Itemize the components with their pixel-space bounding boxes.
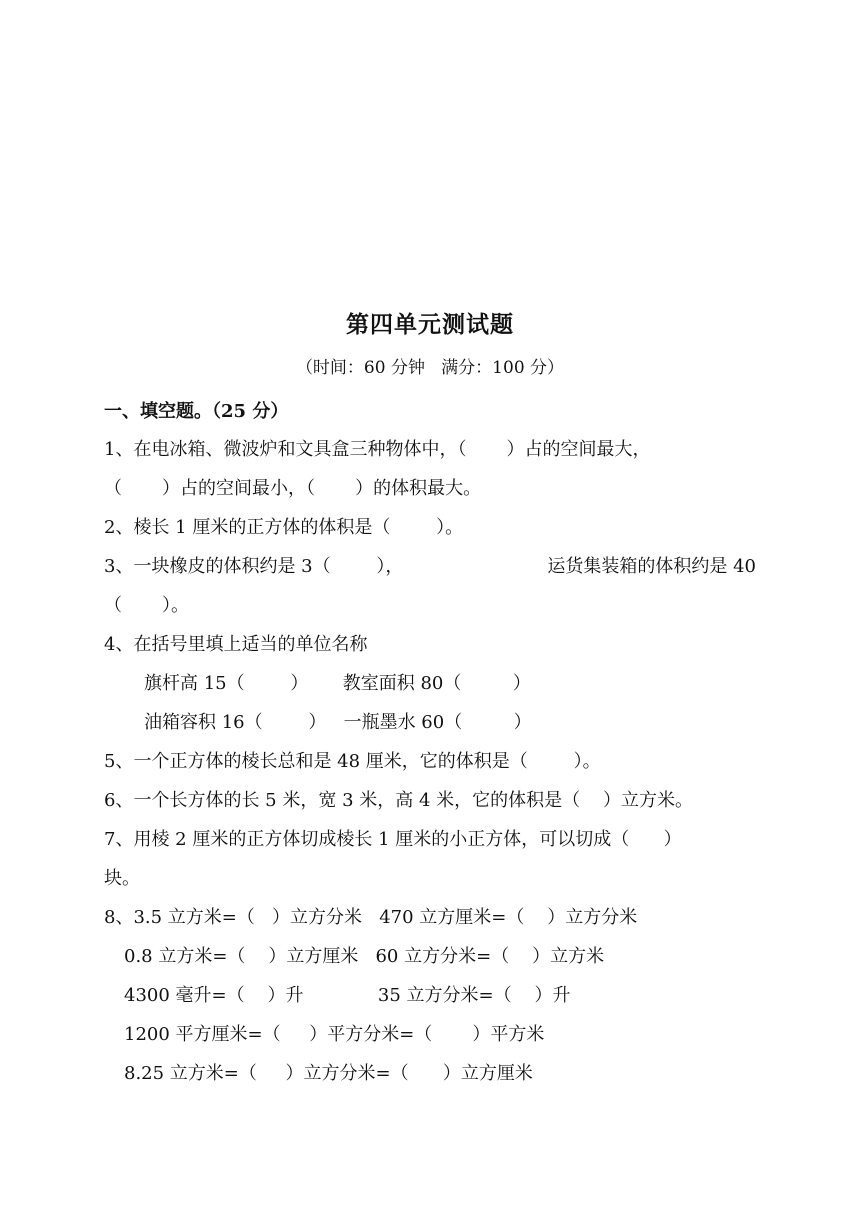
question-7-line-1: 7、用棱 2 厘米的正方体切成棱长 1 厘米的小正方体，可以切成（ ） [104, 829, 682, 850]
question-4-row-2: 油箱容积 16（ ） 一瓶墨水 60（ ） [144, 712, 532, 733]
question-8-row-3: 4300 毫升=（ ）升 35 立方分米=（ ）升 [124, 985, 571, 1006]
question-8-row-1: 8、3.5 立方米=（ ）立方分米 470 立方厘米=（ ）立方分米 [104, 907, 638, 928]
question-8-row-5: 8.25 立方米=（ ）立方分米=（ ）立方厘米 [124, 1063, 533, 1084]
question-3-right: 运货集装箱的体积约是 40 [547, 556, 756, 577]
question-5: 5、一个正方体的棱长总和是 48 厘米，它的体积是（ ）。 [104, 751, 601, 772]
page-subtitle: （时间：60 分钟 满分：100 分） [295, 358, 565, 378]
question-2: 2、棱长 1 厘米的正方体的体积是（ ）。 [104, 517, 464, 538]
question-8-row-4: 1200 平方厘米=（ ）平方分米=（ ）平方米 [124, 1024, 545, 1045]
question-4: 4、在括号里填上适当的单位名称 [104, 634, 368, 655]
question-7-line-2: 块。 [104, 868, 140, 889]
question-4-row-1: 旗杆高 15（ ） 教室面积 80（ ） [144, 673, 531, 694]
page-title: 第四单元测试题 [346, 311, 514, 338]
question-1-line-2: （ ）占的空间最小，（ ）的体积最大。 [104, 478, 482, 499]
section-heading-fill-in: 一、填空题。（25 分） [104, 401, 289, 422]
question-3-left: 3、一块橡皮的体积约是 3（ ）， [104, 556, 404, 577]
question-3-line-2: （ ）。 [104, 595, 190, 616]
question-1-line-1: 1、在电冰箱、微波炉和文具盒三种物体中，（ ）占的空间最大， [104, 439, 651, 460]
question-6: 6、一个长方体的长 5 米，宽 3 米，高 4 米，它的体积是（ ）立方米。 [104, 790, 694, 811]
question-8-row-2: 0.8 立方米=（ ）立方厘米 60 立方分米=（ ）立方米 [124, 946, 605, 967]
question-3-line-1 [104, 555, 756, 579]
